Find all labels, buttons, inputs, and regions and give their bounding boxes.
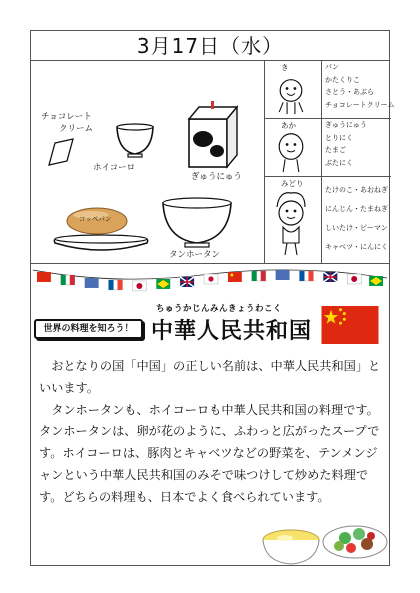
food-group-yellow: [265, 61, 395, 119]
food-label-chocolate-cream: チョコレート クリーム: [41, 112, 94, 134]
chinese-dishes-illustration: [259, 510, 389, 566]
food-group-red-items: [321, 119, 389, 176]
food-group-red: [265, 119, 391, 177]
list-item: たけのこ・あおねぎ: [325, 186, 388, 194]
list-item: ぎゅうにゅう: [325, 121, 367, 129]
food-group-green: [265, 177, 391, 263]
list-item: にんじん・たまねぎ: [325, 205, 388, 213]
food-group-red-name: あか: [281, 121, 296, 130]
list-item: かたくりこ: [325, 75, 360, 84]
list-item: しいたけ・ピーマン: [325, 224, 388, 232]
mascot-yellow-icon: [265, 61, 317, 118]
list-item: パン: [325, 63, 339, 71]
menu-frame: [30, 30, 395, 566]
list-item: ぶたにく: [325, 158, 353, 167]
milk-carton: [189, 101, 237, 167]
food-label-tanhotan: タンホータン: [169, 250, 221, 260]
food-drawings: [31, 61, 264, 263]
food-group-yellow-items: [321, 61, 395, 118]
country-name-title: 中華人民共和国: [151, 319, 313, 344]
article-paragraph-1: おとなりの国「中国」の正しい名前は、中華人民共和国」といいます。: [39, 359, 381, 395]
food-groups: [264, 61, 395, 263]
date-header: 3月17日（水）: [31, 31, 389, 61]
list-item: チョコレートクリーム: [325, 100, 395, 109]
world-cuisine-badge: 世界の料理を知ろう！: [34, 319, 143, 339]
list-item: さとう・あぶら: [325, 88, 374, 96]
food-label-hoikoro: ホイコーロ: [93, 163, 136, 173]
flag-bunting-icon: [31, 264, 389, 294]
tanhotan-bowl: [163, 203, 231, 243]
article-paragraph-2: タンホータンも、ホイコーロも中華人民共和国の料理です。タンホータンは、卵が花のように、ふわっと広がったスープです。ホイコーロは、豚肉とキャベツなどの野菜を、テンメンジャンという中華人民共和国のみそで味つけして炒めた料理です。どちらの料理も、日本でよく食べられています。: [39, 402, 380, 504]
mascot-green-icon: [265, 177, 317, 263]
hoikoro-bowl: [117, 127, 153, 154]
country-name-ruby: ちゅうかじんみんきょうわこく: [156, 304, 283, 314]
feature-article: [39, 356, 389, 509]
food-label-milk: ぎゅうにゅう: [191, 172, 242, 182]
world-cuisine-panel: [31, 263, 389, 567]
list-item: たまご: [325, 146, 346, 154]
food-group-green-items: [321, 177, 389, 263]
food-label-koppe-bread: コッペパン: [79, 215, 112, 223]
list-item: キャベツ・にんにく: [325, 243, 388, 251]
menu-illustrations: [31, 61, 264, 263]
food-group-yellow-name: き: [281, 63, 289, 72]
list-item: とりにく: [325, 133, 353, 142]
chocolate-cream-packet: [49, 139, 73, 165]
food-group-green-name: みどり: [281, 179, 304, 188]
china-flag-icon: [321, 306, 379, 344]
